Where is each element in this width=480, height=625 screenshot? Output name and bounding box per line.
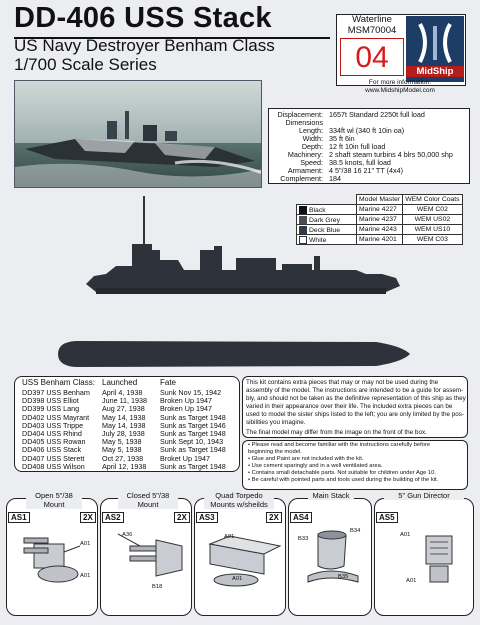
note-line: bly, and should not be taken as the definitive representation of this ship as they (246, 395, 466, 402)
qty-badge-as3: 2X (266, 512, 282, 523)
more-info-label: For more information: (368, 79, 432, 86)
ship-fate: Sunk as Target 1946 (160, 420, 226, 430)
ship-launched: May 14, 1938 (102, 420, 146, 430)
spec-row: Depth: 12 ft 10in full load (301, 142, 386, 151)
kit-number: 04 (340, 38, 404, 76)
part-label: B35 (338, 574, 349, 580)
ship-name: DD404 USS Rhind (22, 429, 82, 438)
note-line: varied in their appearance over their life. The included extra pieces can be (246, 403, 453, 410)
ship-name: DD399 USS Lang (22, 404, 80, 414)
warning-line: • Be careful with pointed parts and tools used during the building of the kit. (248, 477, 439, 483)
ship-name: DD406 USS Stack (22, 445, 82, 455)
ship-name: DD408 USS Wilson (22, 461, 85, 471)
main-stack-drawing (300, 526, 366, 592)
spec-row: Machinery: 2 shaft steam turbins 4 blrs 50,000 shp (287, 150, 453, 159)
ship-fate: Sunk as Target 1948 (160, 461, 226, 471)
color-table-header: Model Master WEM Color Coats (297, 195, 463, 205)
part-label: B34 (350, 528, 361, 534)
ship-name: DD397 USS Benham (22, 388, 90, 397)
spec-row: Speed: 38.5 knots, full load (300, 158, 391, 167)
step-tag-as4: AS4 (290, 512, 312, 523)
ship-fate: Broken Up 1947 (160, 396, 212, 406)
part-label: A01 (406, 578, 417, 584)
step-tag-as5: AS5 (376, 512, 398, 523)
ship-launched: May 5, 1938 (102, 445, 142, 455)
spec-row: Width: 35 ft 6in (302, 134, 355, 143)
part-title-as1: Open 5"/38 Mount (26, 491, 82, 509)
ship-launched: April 4, 1938 (102, 388, 143, 397)
note-line: sibilities you imagine. (246, 419, 306, 426)
part-label: A01 (224, 534, 235, 540)
part-title-as3: Quad Torpedo Mounts w/sheilds (204, 491, 274, 509)
warning-line: • Glue and Paint are not included with the kit. (248, 456, 364, 462)
more-info (330, 79, 470, 95)
ship-launched: May 5, 1938 (102, 437, 142, 447)
color-swatch-name: Deck Blue (297, 225, 357, 235)
ships-header-launched: Launched (102, 378, 138, 387)
spec-row: Armament: 4 5"/38 16 21" TT (4x4) (287, 166, 403, 175)
part-label: A01 (80, 541, 91, 547)
ship-name: DD398 USS Elliot (22, 396, 79, 406)
website-link[interactable]: www.MidshipModel.com (365, 87, 435, 94)
step-tag-as3: AS3 (196, 512, 218, 523)
ship-fate: Sunk as Target 1948 (160, 412, 226, 422)
ship-profile-silhouette (86, 196, 412, 326)
part-label: B33 (298, 536, 309, 542)
ship-launched: May 14, 1938 (102, 412, 146, 422)
ship-fate: Sunk Nov 15, 1942 (160, 388, 222, 397)
color-row: Dark Grey Marine 4237 WEM US02 (297, 215, 463, 225)
kit-code: MSM70004 (347, 25, 397, 36)
ship-class-subtitle: US Navy Destroyer Benham Class (14, 36, 275, 55)
color-swatch-name: White (297, 235, 357, 245)
ship-fate: Broken Up 1947 (160, 404, 212, 414)
part-label: A36 (122, 532, 133, 538)
spec-row: Displacement: 1657t Standard 2250t full load (277, 110, 425, 119)
note-final: The final model may differ from the image on the front of the box. (246, 429, 427, 436)
ship-name: DD407 USS Sterett (22, 453, 85, 463)
spec-row: Length: 334ft wl (340 ft 10in oa) (299, 126, 405, 135)
part-label: A01 (400, 532, 411, 538)
color-row: Deck Blue Marine 4243 WEM US10 (297, 225, 463, 235)
part-label: A01 (80, 573, 91, 579)
gun-director-drawing (414, 528, 464, 590)
ship-launched: April 12, 1938 (102, 461, 147, 471)
ship-launched: July 28, 1938 (102, 429, 145, 438)
warning-line: • Use cement sparingly and in a well ventilated area. (248, 463, 383, 469)
part-title-as5: 5" Gun Director (384, 491, 464, 500)
step-tag-as1: AS1 (8, 512, 30, 523)
ship-fate: Sunk as Target 1948 (160, 445, 226, 455)
note-line: assembly of the model. The instructions are intended to be a guide for assem- (246, 387, 464, 394)
qty-badge-as1: 2X (80, 512, 96, 523)
ship-photo (14, 80, 262, 188)
step-tag-as2: AS2 (102, 512, 124, 523)
part-title-as4: Main Stack (308, 491, 354, 500)
warning-line: • Contains small detachable parts. Not suitable for children under Age 10. (248, 470, 436, 476)
scale-series-subtitle: 1/700 Scale Series (14, 55, 157, 74)
deck-plan-silhouette (56, 338, 412, 370)
page-title: DD-406 USS Stack (14, 2, 272, 34)
ship-fate: Sunk as Target 1948 (160, 429, 226, 438)
ship-fate: Broket Up 1947 (160, 453, 210, 463)
part-label: A01 (232, 576, 243, 582)
ships-header-fate: Fate (160, 378, 177, 387)
ship-name: DD403 USS Trippe (22, 420, 84, 430)
ships-header-class: USS Benham Class: (22, 378, 95, 387)
ship-name: DD402 USS Mayrant (22, 412, 90, 422)
kit-line-label: Waterline (352, 14, 392, 25)
ship-fate: Sunk Sept 10, 1943 (160, 437, 224, 447)
spec-row: Complement: 184 (280, 174, 341, 183)
spec-row: Dimensions (285, 118, 323, 127)
color-row: Black Marine 4227 WEM C02 (297, 205, 463, 215)
note-line: This kit contains extra pieces that may or may not be used during the (246, 379, 439, 386)
ship-launched: Oct 27, 1938 (102, 453, 144, 463)
warning-line: • Please read and become familiar with the instructions carefully before (248, 442, 431, 448)
warning-line: beginning the model. (248, 449, 302, 455)
qty-badge-as2: 2X (174, 512, 190, 523)
closed-mount-drawing (116, 530, 188, 586)
color-swatch-name: Black (297, 205, 357, 215)
ship-launched: June 11, 1938 (102, 396, 148, 406)
color-swatch-name: Dark Grey (297, 215, 357, 225)
ship-name: DD405 USS Rowan (22, 437, 86, 447)
part-title-as2: Closed 5"/38 Mount (118, 491, 178, 509)
specifications-box (268, 108, 470, 184)
ship-launched: Aug 27, 1938 (102, 404, 145, 414)
note-line: used to model the sister ships listed to the left; you are only limited by the pos- (246, 411, 465, 418)
part-label: B18 (152, 584, 163, 590)
brand-name: MidShip (406, 66, 464, 77)
color-row: White Marine 4201 WEM C03 (297, 235, 463, 245)
